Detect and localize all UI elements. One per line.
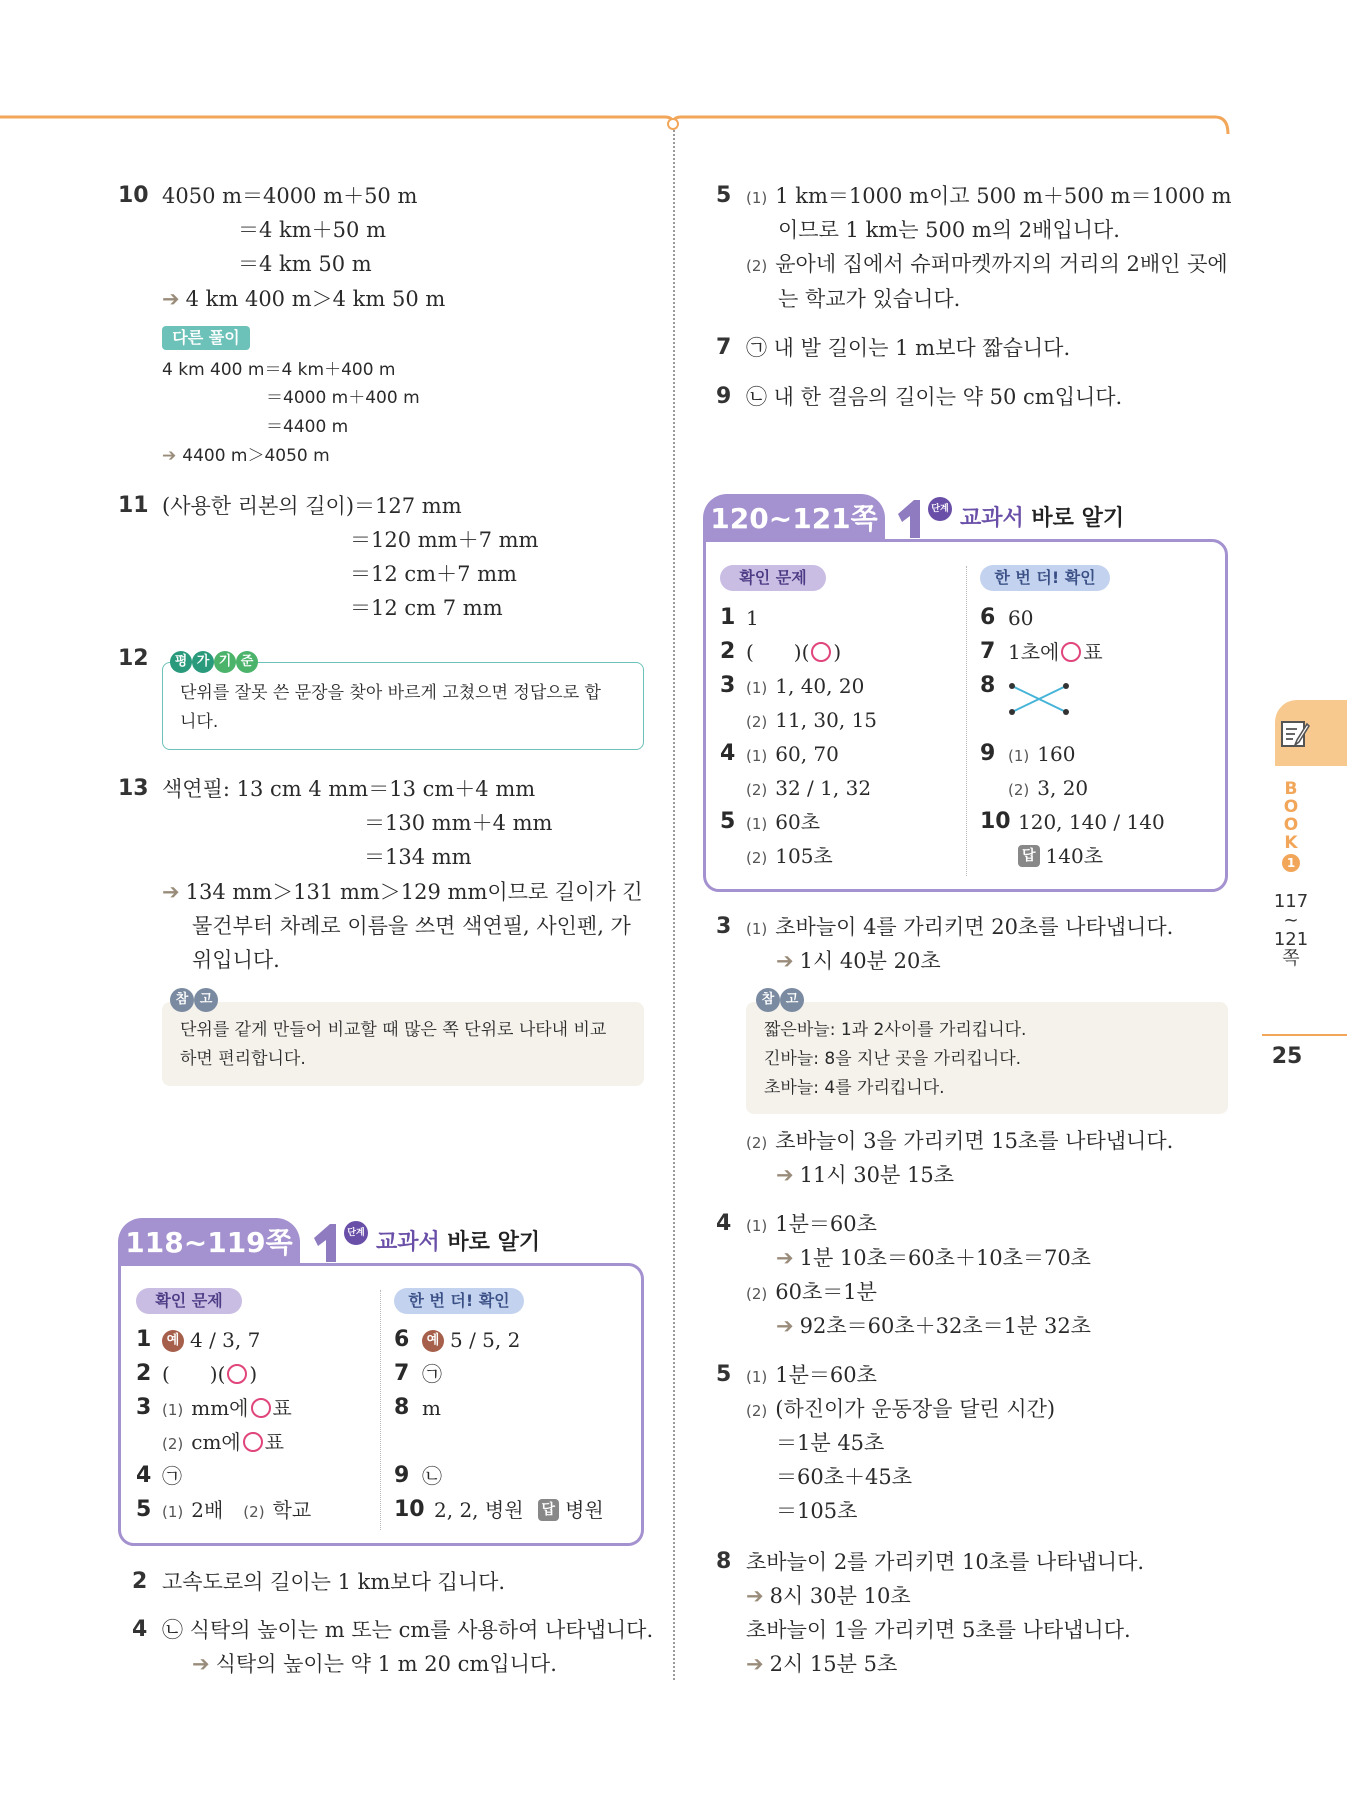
arrow-icon: ➔ [162,880,180,904]
q11-line2: ＝120 mm＋7 mm [350,528,539,552]
r-q3-note3: 초바늘: 4를 가리킵니다. [764,1078,945,1098]
r-q5-line4: 는 학교가 있습니다. [778,287,961,311]
circle-mark-icon [1061,642,1081,662]
q12-text1: 단위를 잘못 쓴 문장을 찾아 바르게 고쳤으면 정답으로 합 [180,683,601,703]
panel-item-number: 7 [980,639,996,664]
panel-item: (1) 60, 70 [746,742,839,766]
panel-item: (1) 160 [1008,742,1076,766]
r-q5-number: 5 [716,183,732,208]
q13-number: 13 [118,776,149,801]
r-q3-note2: 긴바늘: 8을 지난 곳을 가리킵니다. [764,1049,1022,1069]
q4-line2: ➔ 식탁의 높이는 약 1 m 20 cm입니다. [192,1652,557,1676]
q11-number: 11 [118,493,149,518]
example-badge: 예 [162,1330,184,1352]
r-q8-number: 8 [716,1549,732,1574]
page-number: 25 [1271,1044,1303,1069]
panel-col-divider [966,566,967,876]
example-badge: 예 [422,1330,444,1352]
panel-tab-118-119: 118~119쪽 [118,1218,300,1268]
panel-item-number: 9 [394,1463,410,1488]
panel-item-number: 2 [136,1361,152,1386]
alt-result: ➔ 4400 m＞4050 m [162,446,330,466]
r-q5-line1: (1) 1 km＝1000 m이고 500 m＋500 m＝1000 m [746,184,1232,208]
panel-item-number: 6 [394,1327,410,1352]
panel-title: 교과서 바로 알기 [960,506,1125,531]
panel-item: ( )( ) [162,1362,258,1386]
q13-note1: 단위를 같게 만들어 비교할 때 많은 쪽 단위로 나타내 비교 [180,1020,607,1040]
page-range: 117 ~ 121 쪽 [1273,891,1309,969]
alt-solution-badge: 다른 풀이 [162,326,250,350]
panel-item: 120, 140 / 140 [1018,810,1165,834]
panel-item-number: 2 [720,639,736,664]
panel-item: 답 140초 [1018,839,1103,873]
r-q9-text: ㉡ 내 한 걸음의 길이는 약 50 cm입니다. [746,385,1123,409]
q13-line4: ➔ 134 mm＞131 mm＞129 mm이므로 길이가 긴 [162,880,643,904]
panel-item: (2) 11, 30, 15 [746,708,878,732]
r-q8-line1: 초바늘이 2를 가리키면 10초를 나타냅니다. [746,1550,1145,1574]
panel-item-number: 9 [980,741,996,766]
panel-item: (2) 3, 20 [1008,776,1089,800]
panel-item: ㉠ [422,1362,442,1386]
arrow-icon: ➔ [162,287,180,311]
arrow-icon: ➔ [776,1163,794,1187]
q11-line4: ＝12 cm 7 mm [350,596,503,620]
q4-number: 4 [132,1617,148,1642]
circle-mark-icon [811,642,831,662]
panel-item-number: 6 [980,605,996,630]
arrow-icon: ➔ [192,1652,210,1676]
panel-col-divider [380,1290,381,1530]
panel-item: m [422,1396,441,1420]
r-q8-line3: 초바늘이 1을 가리키면 5초를 나타냅니다. [746,1618,1131,1642]
check-again-pill: 한 번 더! 확인 [394,1288,524,1314]
circle-mark-icon [227,1364,247,1384]
criteria-badge: 평 가 기 준 [170,650,258,673]
panel-item: ( )( ) [746,640,842,664]
panel-item-number: 1 [136,1327,152,1352]
q10-line3: ＝4 km 50 m [238,252,372,276]
q12-number: 12 [118,646,149,671]
circle-mark-icon [243,1432,263,1452]
alt-line2: ＝4000 m＋400 m [266,388,420,408]
r-q5b-line1: (1) 1분＝60초 [746,1363,877,1387]
panel-item: ㉡ [422,1464,442,1488]
q12-text2: 니다. [180,712,219,732]
q10-number: 10 [118,183,149,208]
check-again-pill: 한 번 더! 확인 [980,565,1110,591]
panel-item: (1) 60초 [746,810,821,834]
side-rule [1262,1034,1347,1036]
r-q4-line2: ➔ 1분 10초＝60초＋10초＝70초 [776,1246,1091,1270]
q13-line6: 위입니다. [192,948,280,972]
r-q5-line2: 이므로 1 km는 500 m의 2배입니다. [778,218,1120,242]
r-q3-line4: ➔ 11시 30분 15초 [776,1163,954,1187]
q13-line2: ＝130 mm＋4 mm [364,811,553,835]
q11-line3: ＝12 cm＋7 mm [350,562,517,586]
book-label: B O O K 1 [1283,779,1299,870]
answer-badge: 답 [538,1499,560,1521]
panel-item-number: 4 [136,1463,152,1488]
r-q5b-line3: ＝1분 45초 [776,1431,885,1455]
panel-item-number: 8 [980,673,996,698]
panel-item: 2, 2, 병원 답 병원 [434,1498,604,1522]
r-q4-number: 4 [716,1211,732,1236]
panel-item: (2) 105초 [746,844,833,868]
r-q4-line4: ➔ 92초＝60초＋32초＝1분 32초 [776,1314,1091,1338]
q2-text: 고속도로의 길이는 1 km보다 깁니다. [162,1570,506,1594]
q13-line1: 색연필: 13 cm 4 mm＝13 cm＋4 mm [162,777,536,801]
q2-number: 2 [132,1569,148,1594]
step-badge: 단계 [344,1221,368,1245]
arrow-icon: ➔ [776,949,794,973]
panel-item: 1초에 표 [1008,640,1103,664]
panel-item: (2) cm에 표 [162,1430,285,1454]
q11-line1: (사용한 리본의 길이)＝127 mm [162,494,462,518]
r-q5b-line2: (2) (하진이가 운동장을 달린 시간) [746,1397,1056,1421]
check-problem-pill: 확인 문제 [136,1288,242,1314]
panel-item: (1) mm에 표 [162,1396,292,1420]
answer-badge: 답 [1018,845,1040,867]
step-one-icon [894,496,930,540]
r-q5-line3: (2) 윤아네 집에서 슈퍼마켓까지의 거리의 2배인 곳에 [746,252,1228,276]
q10-line1: 4050 m＝4000 m＋50 m [162,184,418,208]
r-q7-number: 7 [716,335,732,360]
r-q3-number: 3 [716,914,732,939]
panel-item-number: 10 [394,1497,425,1522]
r-q7-text: ㉠ 내 발 길이는 1 m보다 짧습니다. [746,336,1071,360]
r-q8-line2: ➔ 8시 30분 10초 [746,1584,911,1608]
r-q4-line3: (2) 60초＝1분 [746,1280,877,1304]
arrow-icon: ➔ [746,1584,764,1608]
panel-item-number: 3 [720,673,736,698]
panel-item-number: 7 [394,1361,410,1386]
panel-item-number: 1 [720,605,736,630]
arrow-icon: ➔ [776,1246,794,1270]
r-q3-note1: 짧은바늘: 1과 2사이를 가리킵니다. [764,1020,1027,1040]
panel-item: 60 [1008,606,1034,630]
step-badge: 단계 [928,497,952,521]
panel-item: (2) 32 / 1, 32 [746,776,872,800]
panel-title: 교과서 바로 알기 [376,1230,541,1255]
r-q3-line2: ➔ 1시 40분 20초 [776,949,941,973]
step-one-icon [310,1220,346,1264]
panel-tab-120-121: 120~121쪽 [703,494,885,544]
r-q5b-number: 5 [716,1362,732,1387]
panel-item: 예 4 / 3, 7 [162,1323,260,1357]
note-edit-icon [1279,718,1311,750]
panel-item-number: 3 [136,1395,152,1420]
r-q5b-line4: ＝60초＋45초 [776,1465,913,1489]
q10-result: ➔ 4 km 400 m＞4 km 50 m [162,287,446,311]
cross-match-icon [1006,676,1072,716]
r-q8-line4: ➔ 2시 15분 5초 [746,1652,898,1676]
panel-item: ㉠ [162,1464,182,1488]
check-problem-pill: 확인 문제 [720,565,826,591]
circle-mark-icon [251,1398,271,1418]
note-badge: 참 고 [756,988,804,1012]
panel-item: (1) 1, 40, 20 [746,674,865,698]
q4-line1: ㉡ 식탁의 높이는 m 또는 cm를 사용하여 나타냅니다. [162,1618,654,1642]
r-q5b-line5: ＝105초 [776,1499,858,1523]
r-q3-line3: (2) 초바늘이 3을 가리키면 15초를 나타냅니다. [746,1129,1174,1153]
q13-note2: 하면 편리합니다. [180,1049,306,1069]
q13-line3: ＝134 mm [364,845,472,869]
panel-item-number: 10 [980,809,1011,834]
q13-line5: 물건부터 차례로 이름을 쓰면 색연필, 사인펜, 가 [192,914,631,938]
panel-item: 예 5 / 5, 2 [422,1323,520,1357]
arrow-icon: ➔ [776,1314,794,1338]
panel-item: (1) 2배 (2) 학교 [162,1498,312,1522]
alt-line3: ＝4400 m [266,417,349,437]
panel-item-number: 5 [136,1497,152,1522]
arrow-icon: ➔ [746,1652,764,1676]
r-q9-number: 9 [716,384,732,409]
panel-item-number: 8 [394,1395,410,1420]
panel-item: 1 [746,606,759,630]
note-badge: 참 고 [170,988,218,1012]
alt-line1: 4 km 400 m＝4 km＋400 m [162,360,396,380]
r-q3-line1: (1) 초바늘이 4를 가리키면 20초를 나타냅니다. [746,915,1174,939]
q13-note-box [162,1002,644,1086]
panel-item-number: 5 [720,809,736,834]
arrow-icon: ➔ [162,446,177,466]
column-divider [673,130,675,1680]
panel-item-number: 4 [720,741,736,766]
q10-line2: ＝4 km＋50 m [238,218,386,242]
r-q4-line1: (1) 1분＝60초 [746,1212,877,1236]
